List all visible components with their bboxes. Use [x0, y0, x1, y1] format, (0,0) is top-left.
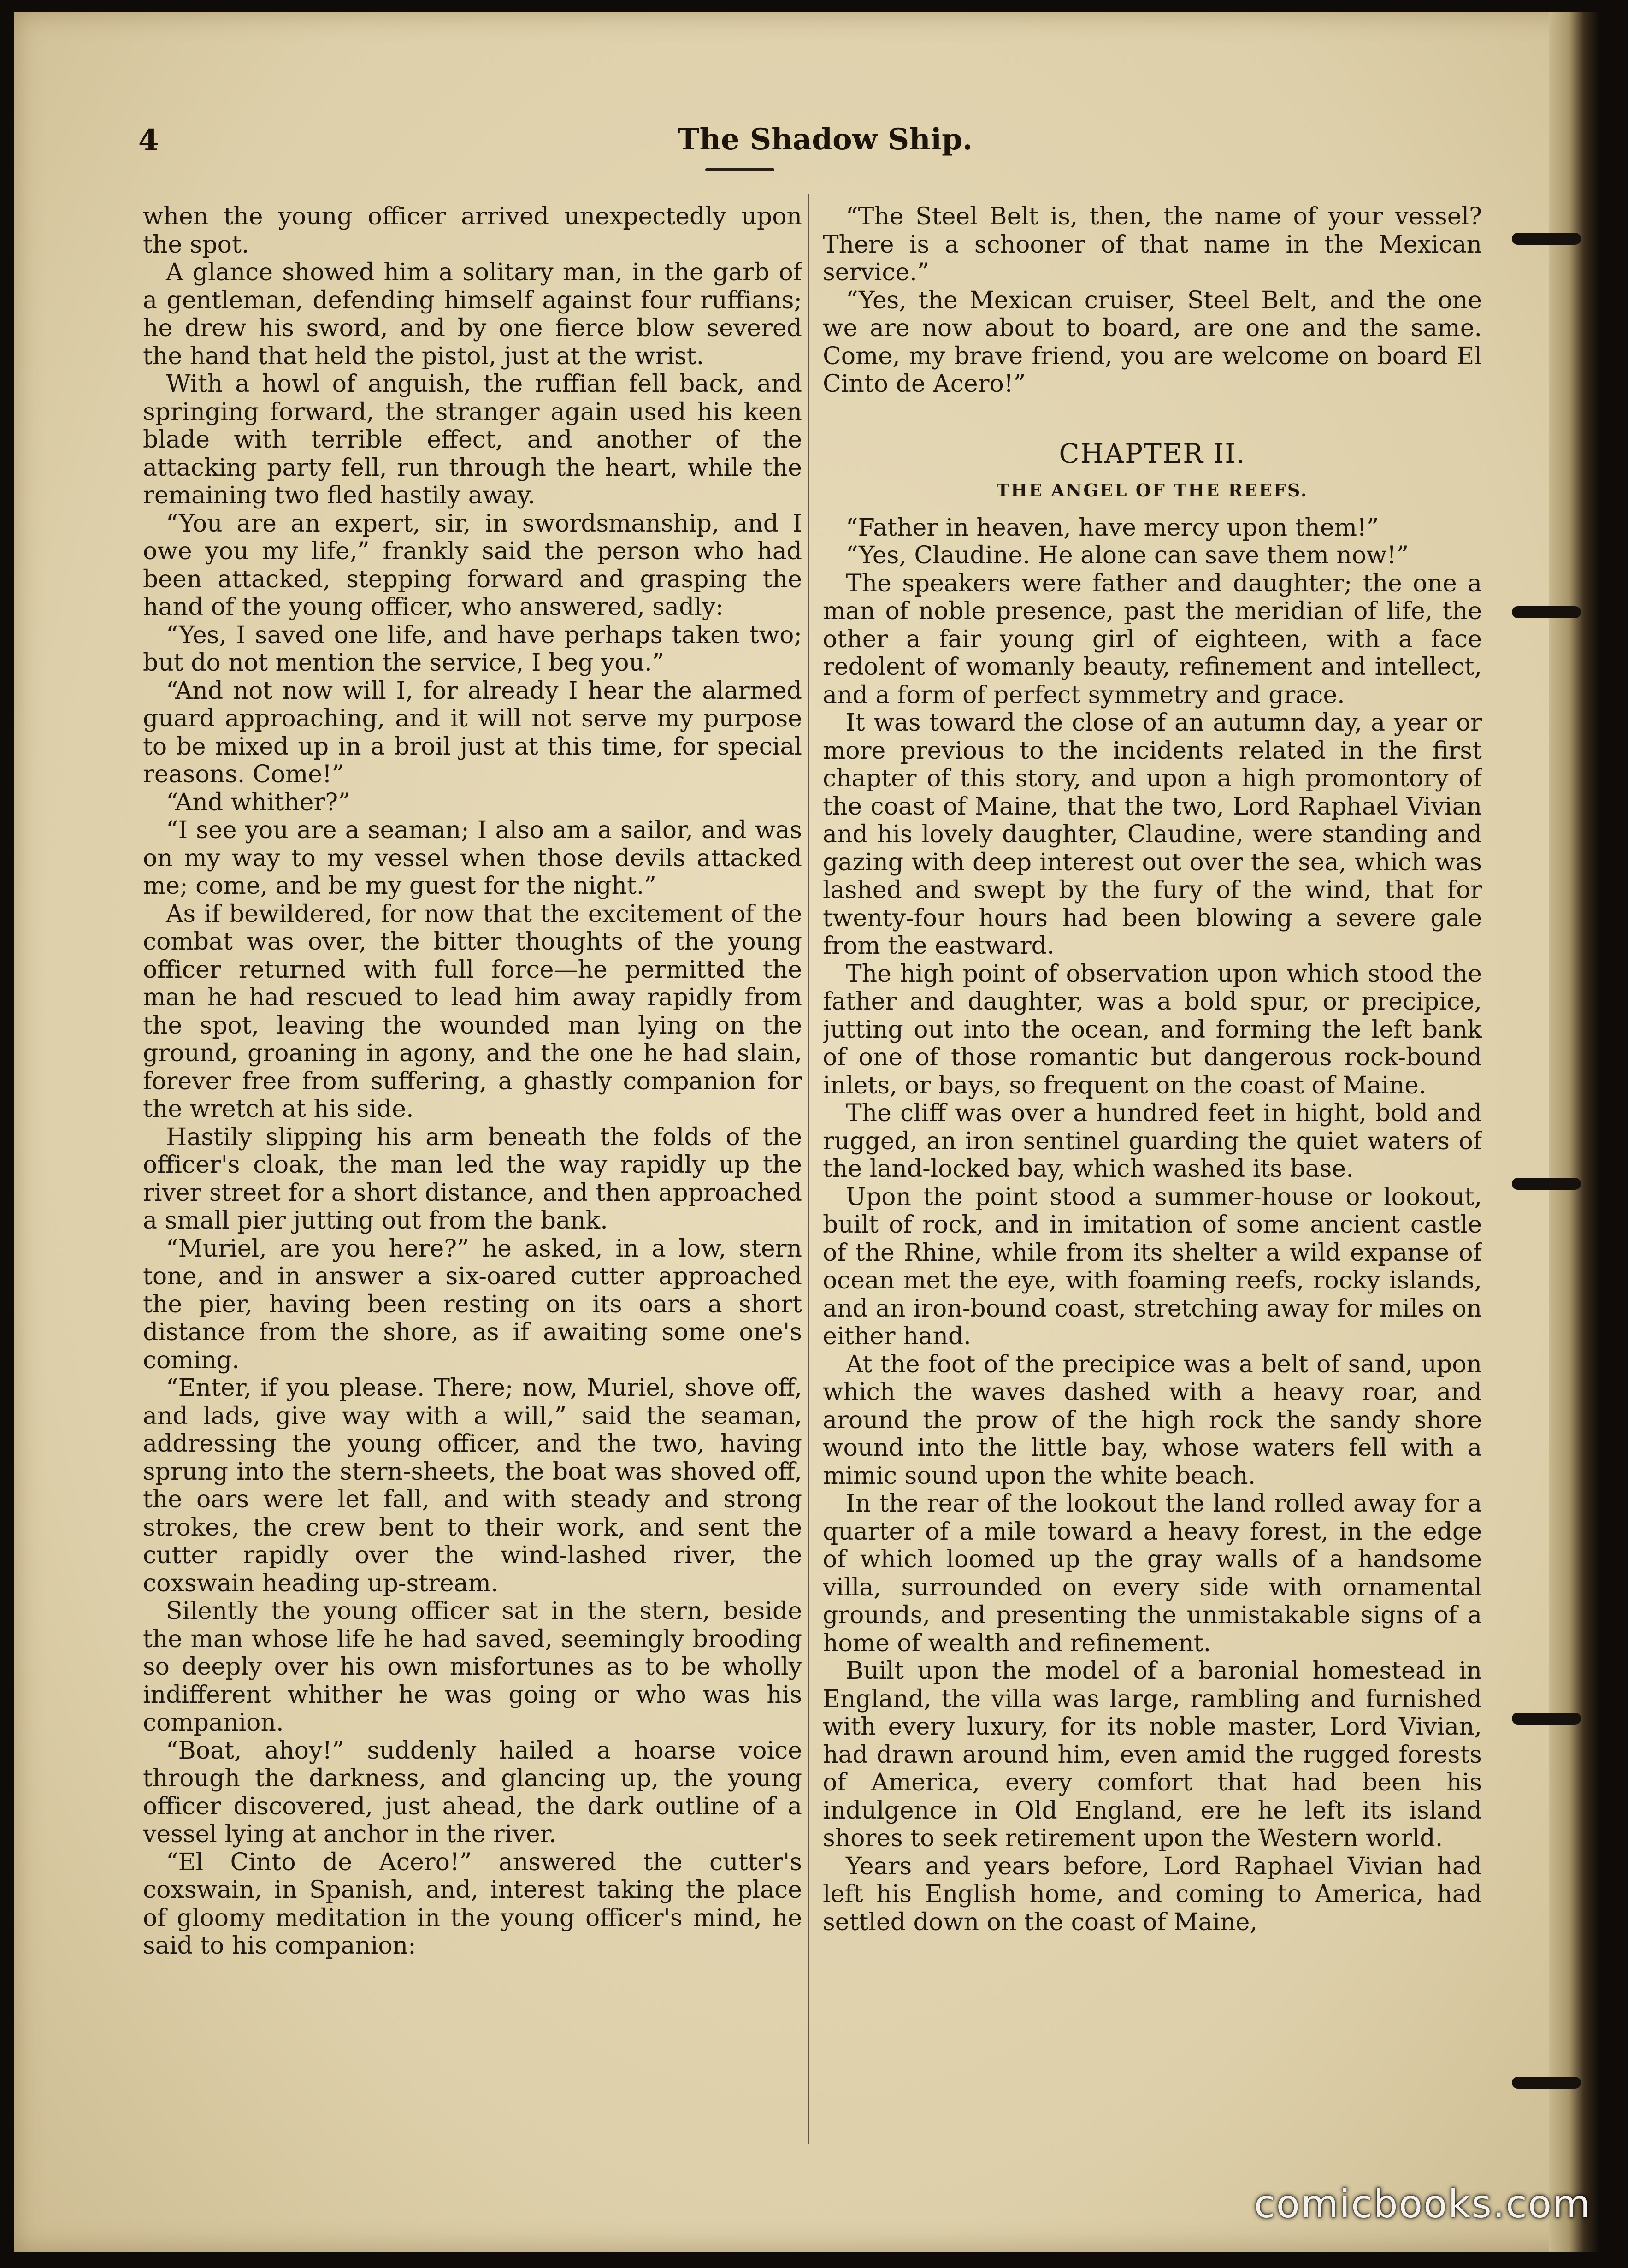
paragraph: “The Steel Belt is, then, the name of your vessel? There is a schooner of that name in the Mexican service.” — [823, 203, 1482, 286]
page-header — [134, 118, 1516, 177]
paragraph: A glance showed him a solitary man, in the garb of a gentleman, defending himself against four ruffians; he drew his sword, and by one fierce blow severed the hand that held the pistol, just at the wrist. — [143, 259, 802, 370]
staple — [1512, 1713, 1581, 1725]
paragraph: “El Cinto de Acero!” answered the cutter's coxswain, in Spanish, and, interest taking the place of gloomy meditation in the young officer's mind, he said to his companion: — [143, 1848, 802, 1960]
right-column-body — [823, 514, 1482, 1937]
paragraph: As if bewildered, for now that the excitement of the combat was over, the bitter thoughts of the young officer returned with full force—he permitted the man he had rescued to lead him away rapidly from the spot, leaving the wounded man lying on the ground, groaning in agony, and the one he had slain, forever free from suffering, a ghastly companion for the wretch at his side. — [143, 900, 802, 1123]
page-title: The Shadow Ship. — [677, 122, 973, 157]
paragraph: Years and years before, Lord Raphael Vivian had left his English home, and coming to America, had settled down on the coast of Maine, — [823, 1852, 1482, 1936]
watermark: comicbooks.com — [1254, 2181, 1591, 2227]
staple — [1512, 233, 1581, 245]
paragraph: Silently the young officer sat in the stern, beside the man whose life he had saved, seemingly brooding so deeply over his own misfortunes as to be wholly indifferent whither he was going or who was his companion. — [143, 1597, 802, 1736]
paragraph: “Yes, I saved one life, and have perhaps taken two; but do not mention the service, I beg you.” — [143, 621, 802, 677]
paragraph: Built upon the model of a baronial homestead in England, the villa was large, rambling and furnished with every luxury, for its noble master, Lord Vivian, had drawn around him, even amid the rugged forests of America, every comfort that had been his indulgence in Old England, ere he left its island shores to seek retirement upon the Western world. — [823, 1657, 1482, 1852]
paragraph: Upon the point stood a summer-house or lookout, built of rock, and in imitation of some ancient castle of the Rhine, while from its shelter a wild expanse of ocean met the eye, with foaming reefs, rocky islands, and an iron-bound coast, stretching away for miles on either hand. — [823, 1183, 1482, 1350]
paragraph: “And not now will I, for already I hear the alarmed guard approaching, and it will not serve my purpose to be mixed up in a broil just at this time, for special reasons. Come!” — [143, 677, 802, 788]
paragraph: “And whither?” — [166, 788, 350, 816]
right-column-intro — [823, 203, 1482, 398]
chapter-subtitle: THE ANGEL OF THE REEFS. — [996, 480, 1309, 501]
binding-spine — [1549, 12, 1599, 2252]
right-column — [823, 203, 1482, 2153]
paragraph: “Enter, if you please. There; now, Muriel, shove off, and lads, give way with a will,” said the seaman, addressing the young officer, and the two, having sprung into the stern-sheets, the boat was shoved off, the oars were let fall, and with steady and strong strokes, the crew bent to their work, and sent the cutter rapidly over the wind-lashed river, the coxswain heading up-stream. — [143, 1374, 802, 1597]
paragraph: “Boat, ahoy!” suddenly hailed a hoarse voice through the darkness, and glancing up, the young officer discovered, just ahead, the dark outline of a vessel lying at anchor in the river. — [143, 1736, 802, 1848]
paragraph: With a howl of anguish, the ruffian fell back, and springing forward, the stranger again used his keen blade with terrible effect, and another of the attacking party fell, run through the heart, while the remaining two fled hastily away. — [143, 370, 802, 509]
paragraph: In the rear of the lookout the land rolled away for a quarter of a mile toward a heavy forest, in the edge of which loomed up the gray walls of a handsome villa, surrounded on every side with ornamental grounds, and presenting the unmistakable signs of a home of wealth and refinement. — [823, 1490, 1482, 1657]
title-ornament — [705, 168, 774, 171]
column-rule — [808, 194, 809, 2144]
left-column — [143, 203, 802, 2153]
paragraph: “You are an expert, sir, in swordsmanship, and I owe you my life,” frankly said the person who had been attacked, stepping forward and grasping the hand of the young officer, who answered, sadly: — [143, 509, 802, 621]
paragraph: “Yes, the Mexican cruiser, Steel Belt, and the one we are now about to board, are one and the same. Come, my brave friend, you are welcome on board El Cinto de Acero!” — [823, 286, 1482, 398]
paragraph: Hastily slipping his arm beneath the folds of the officer's cloak, the man led the way rapidly up the river street for a short distance, and then approached a small pier jutting out from the bank. — [143, 1123, 802, 1234]
chapter-title: CHAPTER II. — [1059, 437, 1246, 469]
paragraph: The cliff was over a hundred feet in hight, bold and rugged, an iron sentinel guarding the quiet waters of the land-locked bay, which washed its base. — [823, 1099, 1482, 1183]
paragraph: “Father in heaven, have mercy upon them!” — [846, 514, 1379, 542]
staple — [1512, 1178, 1581, 1190]
paragraph: At the foot of the precipice was a belt of sand, upon which the waves dashed with a heavy roar, and around the prow of the high rock the sandy shore wound into the little bay, whose waters fell with a mimic sound upon the white beach. — [823, 1350, 1482, 1490]
paragraph: It was toward the close of an autumn day, a year or more previous to the incidents related in the first chapter of this story, and upon a high promontory of the coast of Maine, that the two, Lord Raphael Vivian and his lovely daughter, Claudine, were standing and gazing with deep interest out over the sea, which was lashed and swept by the fury of the wind, that for twenty-four hours had been blowing a severe gale from the eastward. — [823, 709, 1482, 960]
staple — [1512, 2077, 1581, 2089]
paragraph: The speakers were father and daughter; the one a man of noble presence, past the meridian of life, the other a fair young girl of eighteen, with a face redolent of womanly beauty, refinement and intellect, and a form of perfect symmetry and grace. — [823, 569, 1482, 709]
page-number: 4 — [138, 123, 159, 158]
paragraph: when the young officer arrived unexpectedly upon the spot. — [143, 203, 802, 259]
staple — [1512, 606, 1581, 618]
paragraph: The high point of observation upon which stood the father and daughter, was a bold spur, or precipice, jutting out into the ocean, and forming the left bank of one of those romantic but dangerous rock-bound inlets, or bays, so frequent on the coast of Maine. — [823, 960, 1482, 1099]
paragraph: “Yes, Claudine. He alone can save them now!” — [846, 542, 1409, 569]
paragraph: “Muriel, are you here?” he asked, in a low, stern tone, and in answer a six-oared cutter approached the pier, having been resting on its oars a short distance from the shore, as if awaiting some one's coming. — [143, 1234, 802, 1374]
paragraph: “I see you are a seaman; I also am a sailor, and was on my way to my vessel when those devils attacked me; come, and be my guest for the night.” — [143, 816, 802, 900]
